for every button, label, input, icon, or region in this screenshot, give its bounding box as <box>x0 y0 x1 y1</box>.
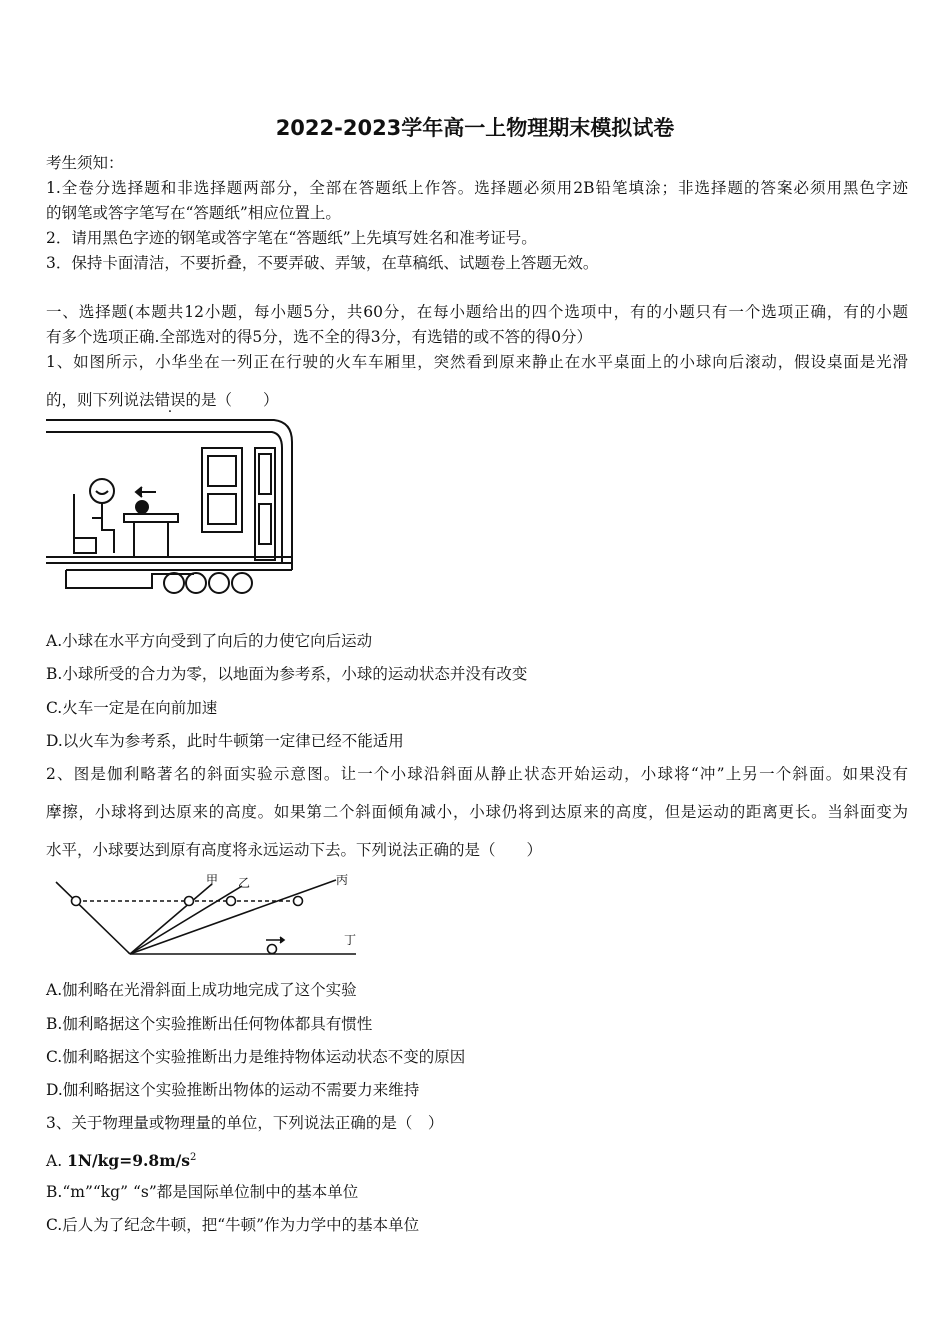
incline-label-bing: 丙 <box>336 873 349 887</box>
emphasized-word: 错误 <box>154 391 186 409</box>
question-3-option-a <box>46 1148 908 1171</box>
stem-text: 的，则下列说法 <box>46 391 155 409</box>
question-3-stem: 3、关于物理量或物理量的单位，下列说法正确的是（ ） <box>46 1114 444 1132</box>
unit-formula: 1N/kg=9.8m/s <box>67 1151 190 1171</box>
notice-item-2: 2．请用黑色字迹的钢笔或答字笔在“答题纸”上先填写姓名和准考证号。 <box>46 229 537 247</box>
section-heading-line-1: 一、选择题(本题共12小题，每小题5分，共60分，在每小题给出的四个选项中，有的小题只有一个选项正确，有的小题 <box>46 303 908 321</box>
incline-label-yi: 乙 <box>238 876 251 890</box>
question-2-option-b: B.伽利略据这个实验推断出任何物体都具有惯性 <box>46 1015 373 1033</box>
superscript: 2 <box>190 1152 197 1163</box>
emphasis-mark-1 <box>155 391 186 409</box>
option-prefix: A. <box>46 1152 68 1171</box>
question-1-option-a: A.小球在水平方向受到了向后的力使它向后运动 <box>46 632 373 650</box>
question-2-stem-line-1: 2、图是伽利略著名的斜面实验示意图。让一个小球沿斜面从静止状态开始运动，小球将“冲”上另一个斜面。如果没有 <box>46 765 908 783</box>
question-1-stem-line-1: 1、如图所示，小华坐在一列正在行驶的火车车厢里，突然看到原来静止在水平桌面上的小球向后滚动，假设桌面是光滑 <box>46 353 908 371</box>
question-1-option-d: D.以火车为参考系，此时牛顿第一定律已经不能适用 <box>46 732 404 750</box>
question-1-option-c: C.火车一定是在向前加速 <box>46 699 218 717</box>
question-2-option-a: A.伽利略在光滑斜面上成功地完成了这个实验 <box>46 981 357 999</box>
notice-item-1-line-2: 的钢笔或答字笔写在“答题纸”相应位置上。 <box>46 204 341 222</box>
stem-text: 的是（ ） <box>185 391 279 409</box>
page-title: 2022-2023学年高一上物理期末模拟试卷 <box>275 116 675 140</box>
question-1-stem-line-2 <box>46 390 908 410</box>
notice-item-1-line-1: 1.全卷分选择题和非选择题两部分，全部在答题纸上作答。选择题必须用2B铅笔填涂；非选择题的答案必须用黑色字迹 <box>46 179 908 197</box>
question-3-option-b: B.“m”“kg” “s”都是国际单位制中的基本单位 <box>46 1183 359 1201</box>
question-1-option-b: B.小球所受的合力为零，以地面为参考系，小球的运动状态并没有改变 <box>46 665 528 683</box>
notice-heading: 考生须知： <box>46 154 124 172</box>
question-2-stem-line-3: 水平，小球要达到原有高度将永远运动下去。下列说法正确的是（ ） <box>46 841 543 859</box>
galileo-incline-figure <box>46 870 366 962</box>
incline-label-ding: 丁 <box>344 933 357 947</box>
incline-label-jia: 甲 <box>206 873 219 887</box>
train-carriage-figure <box>44 418 296 604</box>
question-2-stem-line-2: 摩擦，小球将到达原来的高度。如果第二个斜面倾角减小，小球仍将到达原来的高度，但是运动的距离更长。当斜面变为 <box>46 803 908 821</box>
section-heading-line-2: 有多个选项正确.全部选对的得5分，选不全的得3分，有选错的或不答的得0分） <box>46 328 593 346</box>
question-2-option-d: D.伽利略据这个实验推断出物体的运动不需要力来维持 <box>46 1081 420 1099</box>
notice-item-3: 3．保持卡面清洁，不要折叠，不要弄破、弄皱，在草稿纸、试题卷上答题无效。 <box>46 254 599 272</box>
question-3-option-c: C.后人为了纪念牛顿，把“牛顿”作为力学中的基本单位 <box>46 1216 420 1234</box>
question-2-option-c: C.伽利略据这个实验推断出力是维持物体运动状态不变的原因 <box>46 1048 466 1066</box>
